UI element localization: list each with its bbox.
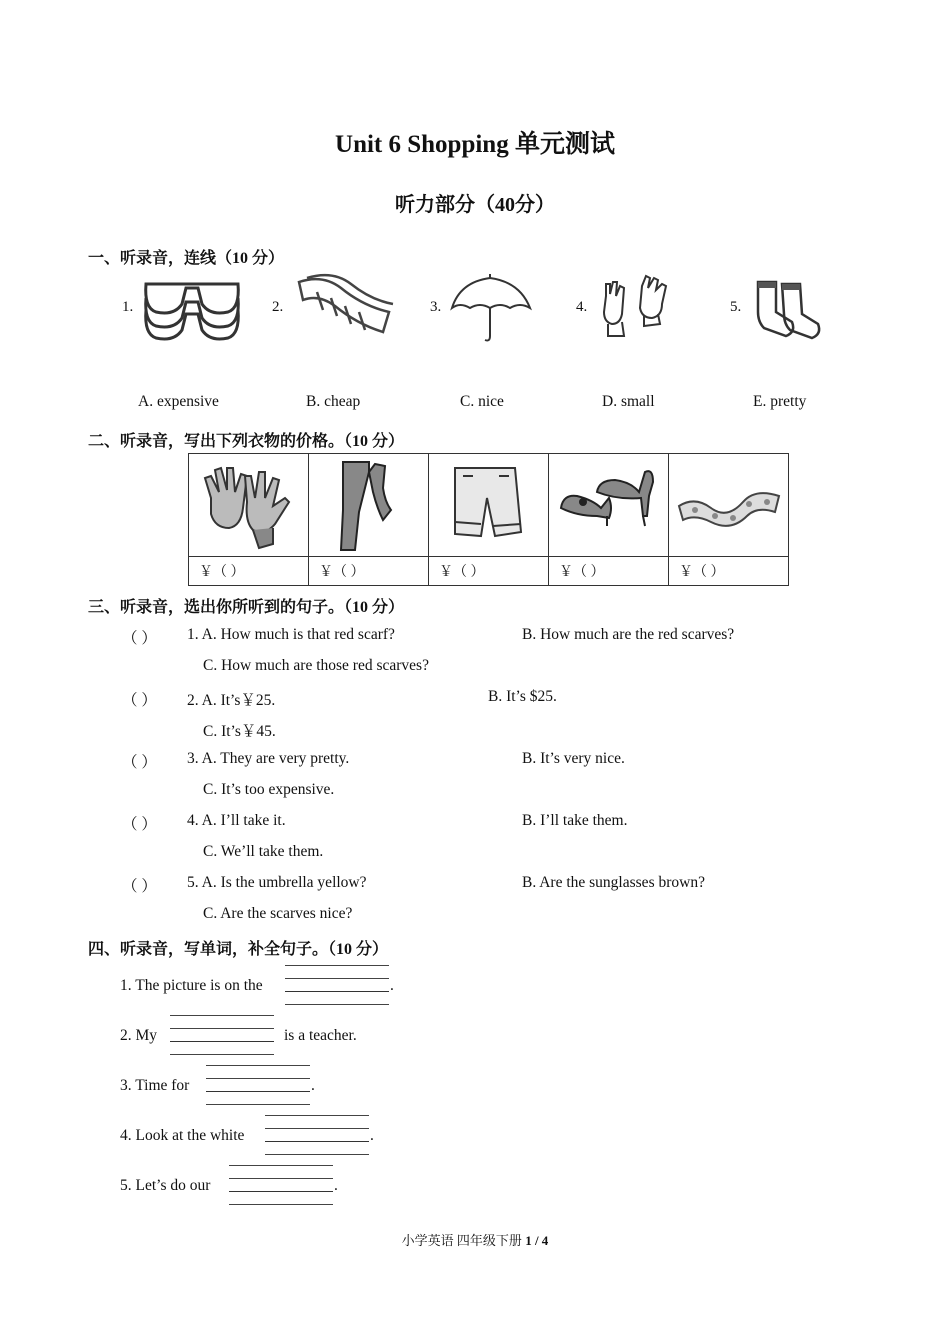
price-image-cell	[669, 454, 789, 557]
item-number: 1.	[122, 299, 134, 315]
sentence-text: 1. The picture is on the	[120, 977, 263, 994]
page-title: Unit 6 Shopping 单元测试	[335, 131, 615, 158]
answer-bracket[interactable]: （ ）	[122, 878, 157, 895]
sunglasses-icon	[142, 274, 242, 344]
question-option-b: B. It’s very nice.	[522, 750, 625, 767]
section4-heading: 四、听录音，写单词，补全句子。（10 分）	[88, 941, 389, 958]
answer-bracket[interactable]: （ ）	[122, 630, 157, 647]
question-option-a: 4. A. I’ll take it.	[187, 812, 286, 829]
question-option-b: B. How much are the red scarves?	[522, 626, 735, 643]
price-table	[188, 453, 789, 586]
question-option-c: C. We’ll take them.	[203, 843, 324, 860]
price-image-cell	[549, 454, 669, 557]
footer-text: 小学英语 四年级下册	[401, 1233, 526, 1248]
option-d: D. small	[602, 393, 655, 410]
item-number: 4.	[576, 299, 588, 315]
price-blank[interactable]: ￥（ ）	[669, 557, 789, 586]
question-option-b: B. I’ll take them.	[522, 812, 628, 829]
answer-bracket[interactable]: （ ）	[122, 816, 157, 833]
question-option-c: C. How much are those red scarves?	[203, 657, 429, 674]
question-option-c: C. It’s too expensive.	[203, 781, 335, 798]
sentence-end: .	[370, 1127, 374, 1144]
question-option-c: C. Are the scarves nice?	[203, 905, 353, 922]
price-image-cell	[429, 454, 549, 557]
umbrella-icon	[448, 272, 534, 344]
option-b: B. cheap	[306, 393, 361, 410]
question-option-a: 5. A. Is the umbrella yellow?	[187, 874, 367, 891]
sentence-end: .	[334, 1177, 338, 1194]
sentence-text: 5. Let’s do our	[120, 1177, 211, 1194]
page-number: 1 / 4	[525, 1233, 549, 1248]
gloves-icon	[201, 458, 295, 552]
price-image-cell	[309, 454, 429, 557]
price-blank[interactable]: ￥（ ）	[189, 557, 309, 586]
question-option-b: B. Are the sunglasses brown?	[522, 874, 705, 891]
question-option-b: B. It’s $25.	[488, 688, 557, 705]
answer-bracket[interactable]: （ ）	[122, 754, 157, 771]
scarves-icon	[293, 270, 395, 342]
price-blank[interactable]: ￥（ ）	[549, 557, 669, 586]
price-blank[interactable]: ￥（ ）	[429, 557, 549, 586]
question-option-a: 1. A. How much is that red scarf?	[187, 626, 395, 643]
option-a: A. expensive	[138, 393, 219, 410]
sentence-end: is a teacher.	[284, 1027, 357, 1044]
sentence-text: 3. Time for	[120, 1077, 190, 1094]
option-c: C. nice	[460, 393, 504, 410]
item-number: 2.	[272, 299, 284, 315]
sentence-text: 2. My	[120, 1027, 158, 1044]
sentence-end: .	[390, 977, 394, 994]
price-image-cell	[189, 454, 309, 557]
shorts-icon	[445, 462, 531, 552]
section1-heading: 一、听录音，连线（10 分）	[88, 250, 285, 267]
socks-icon	[754, 276, 828, 342]
option-e: E. pretty	[753, 393, 807, 410]
question-option-c: C. It’s￥45.	[203, 723, 276, 740]
price-blank[interactable]: ￥（ ）	[309, 557, 429, 586]
page-subtitle: 听力部分（40分）	[395, 194, 555, 216]
gloves-icon	[600, 274, 676, 344]
page-footer	[0, 1230, 950, 1249]
scarf-icon	[675, 472, 785, 532]
shoes-icon	[557, 458, 661, 552]
item-number: 3.	[430, 299, 442, 315]
item-number: 5.	[730, 299, 742, 315]
question-option-a: 3. A. They are very pretty.	[187, 750, 350, 767]
sentence-text: 4. Look at the white	[120, 1127, 245, 1144]
section2-heading: 二、听录音，写出下列衣物的价格。（10 分）	[88, 433, 405, 450]
sentence-end: .	[311, 1077, 315, 1094]
section3-heading: 三、听录音，选出你所听到的句子。（10 分）	[88, 599, 405, 616]
answer-bracket[interactable]: （ ）	[122, 692, 157, 709]
question-option-a: 2. A. It’s￥25.	[187, 692, 276, 709]
trousers-icon	[329, 458, 409, 554]
